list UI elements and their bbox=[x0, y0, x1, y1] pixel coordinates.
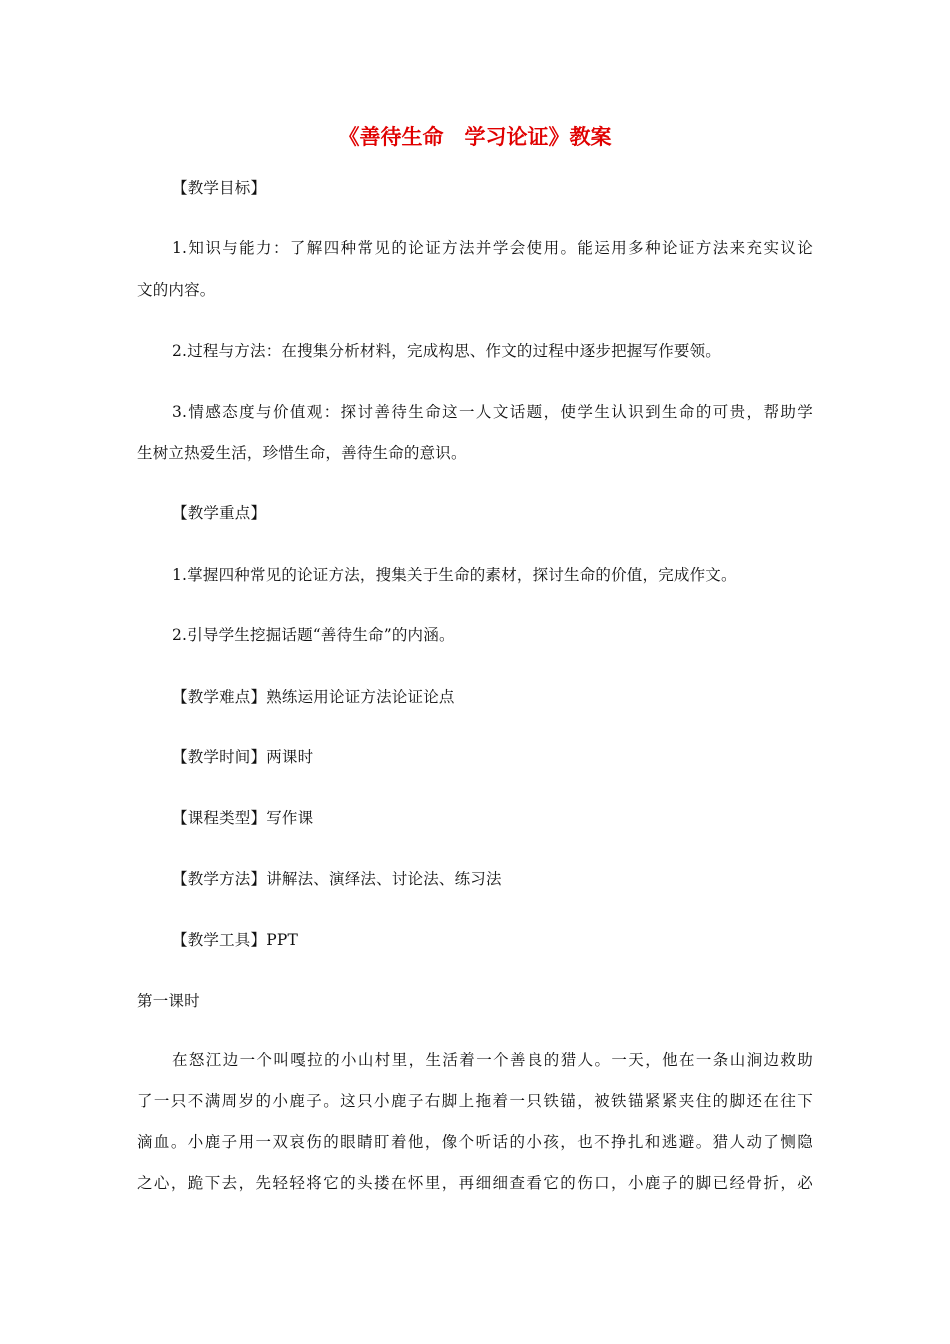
paragraph-line: 滴血。小鹿子用一双哀伤的眼睛盯着他，像个听话的小孩，也不挣扎和逃避。猎人动了恻隐 bbox=[137, 1133, 813, 1151]
paragraph-line: 1.知识与能力：了解四种常见的论证方法并学会使用。能运用多种论证方法来充实议论 bbox=[172, 239, 813, 257]
paragraph-line: 2.过程与方法：在搜集分析材料，完成构思、作文的过程中逐步把握写作要领。 bbox=[172, 342, 721, 360]
paragraph-line: 了一只不满周岁的小鹿子。这只小鹿子右脚上拖着一只铁锚，被铁锚紧紧夹住的脚还在往下 bbox=[137, 1092, 813, 1110]
paragraph-line: 2.引导学生挖掘话题“善待生命”的内涵。 bbox=[172, 626, 455, 644]
section-time: 【教学时间】两课时 bbox=[172, 748, 314, 766]
paragraph-line: 在怒江边一个叫嘎拉的小山村里，生活着一个善良的猎人。一天，他在一条山涧边救助 bbox=[172, 1051, 813, 1069]
paragraph-line: 3.情感态度与价值观：探讨善待生命这一人文话题，使学生认识到生命的可贵，帮助学 bbox=[172, 403, 813, 421]
paragraph-line: 生树立热爱生活，珍惜生命，善待生命的意识。 bbox=[137, 444, 467, 462]
section-tools: 【教学工具】PPT bbox=[172, 931, 298, 949]
lesson-heading: 第一课时 bbox=[137, 992, 200, 1010]
paragraph-line: 之心，跪下去，先轻轻将它的头搂在怀里，再细细查看它的伤口，小鹿子的脚已经骨折，必 bbox=[137, 1174, 813, 1192]
section-course-type: 【课程类型】写作课 bbox=[172, 809, 314, 827]
section-methods: 【教学方法】讲解法、演绎法、讨论法、练习法 bbox=[172, 870, 502, 888]
paragraph-line: 文的内容。 bbox=[137, 281, 216, 299]
document-title: 《善待生命 学习论证》教案 bbox=[338, 125, 612, 149]
section-difficulty: 【教学难点】熟练运用论证方法论证论点 bbox=[172, 688, 455, 706]
section-heading-objectives: 【教学目标】 bbox=[172, 179, 267, 197]
paragraph-line: 1.掌握四种常见的论证方法，搜集关于生命的素材，探讨生命的价值，完成作文。 bbox=[172, 566, 737, 584]
section-heading-keypoints: 【教学重点】 bbox=[172, 504, 267, 522]
